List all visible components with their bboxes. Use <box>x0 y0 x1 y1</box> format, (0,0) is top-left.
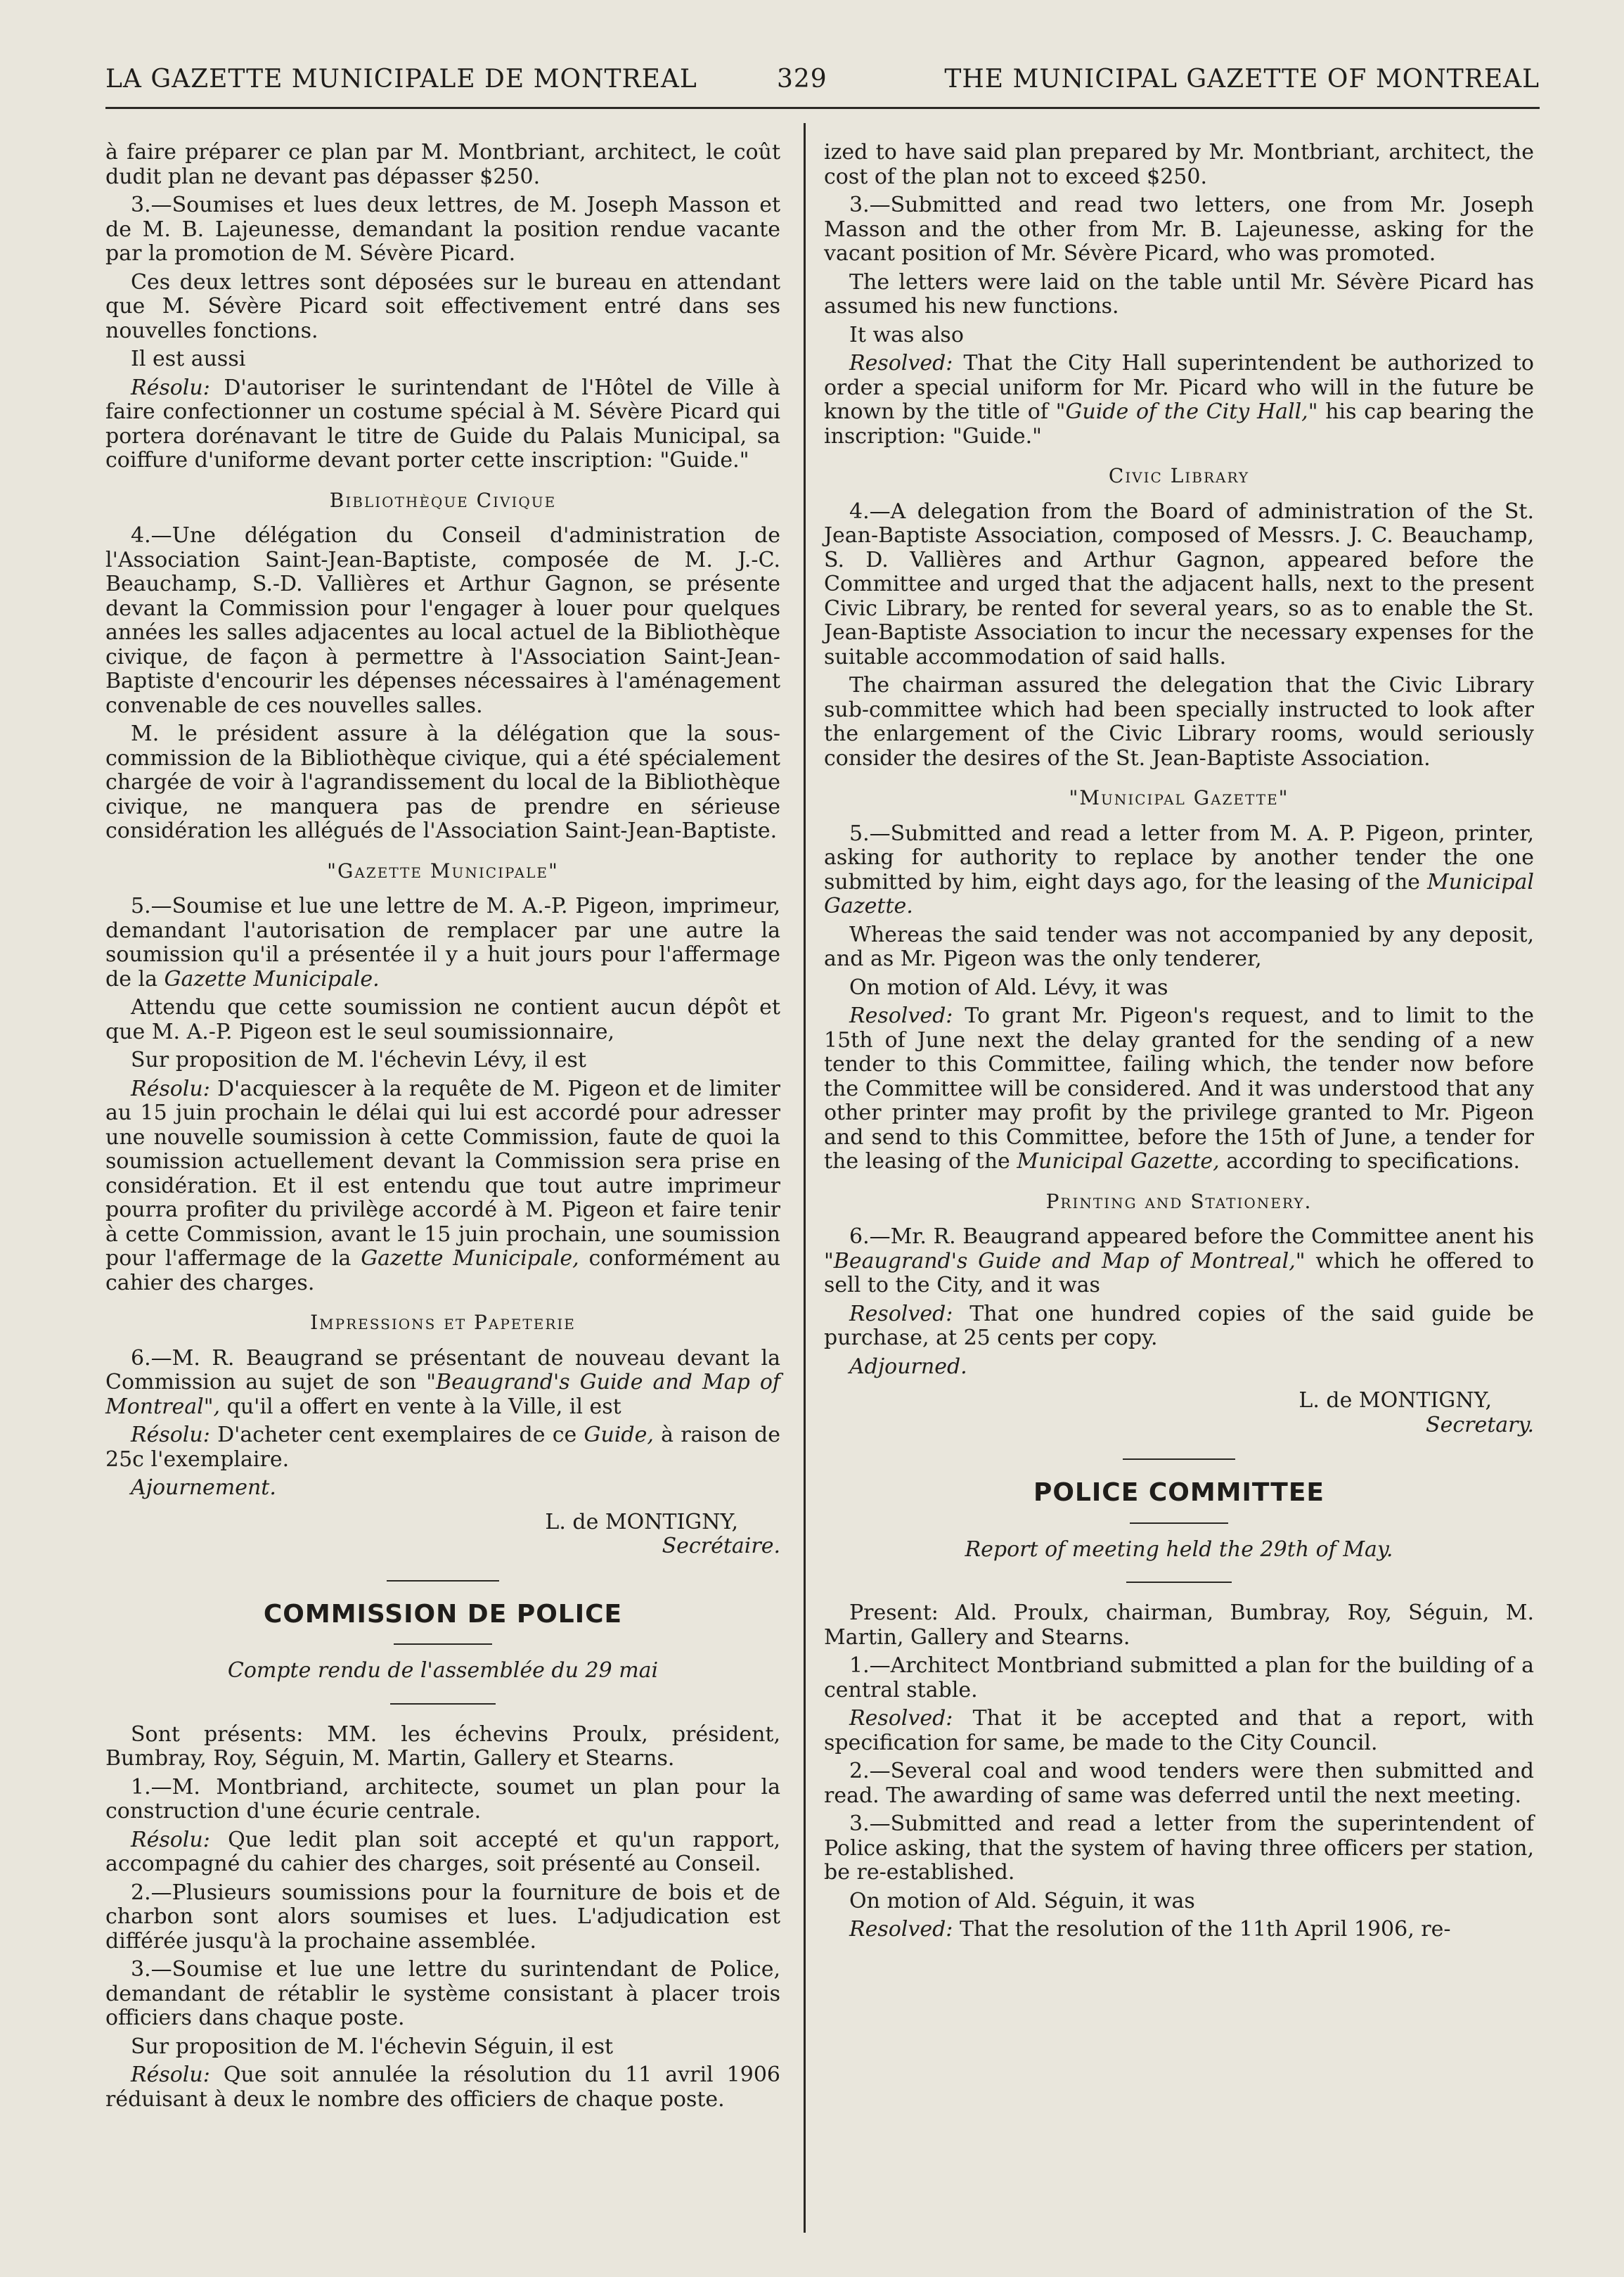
header-rule <box>105 107 1540 109</box>
italic-run: "Beaugrand's Guide and Map of Montreal", <box>105 1370 780 1419</box>
section-separator <box>1123 1458 1235 1460</box>
paragraph: The letters were laid on the table until Mr. Sévère Picard has assumed his new functions. <box>824 269 1534 319</box>
section-heading: Impressions et Papeterie <box>310 1311 576 1334</box>
paragraph: 4.—A delegation from the Board of administration of the St. Jean-Baptiste Association, composed of Messrs. J. C. Beauchamp, S. D. Vallières and Arthur Gagnon, appeared before the Committee and urged that the adjacent halls, next to the present Civic Library, be rented for several years, so as to enable the St. Jean-Baptiste Association to incur the necessary expenses for the suitable accommodation of said halls. <box>824 499 1534 669</box>
paragraph: Sur proposition de M. l'échevin Lévy, il est <box>131 1048 586 1072</box>
subtitle-rule <box>390 1703 496 1705</box>
text-run: qu'il a offert en vente à la Ville, il est <box>220 1394 621 1419</box>
italic-run: Municipal Gazette, <box>1017 1149 1220 1174</box>
signature-block <box>105 1510 780 1559</box>
header-english-title: THE MUNICIPAL GAZETTE OF MONTREAL <box>944 65 1540 94</box>
paragraph: It was also <box>849 322 964 347</box>
paragraph: 1.—Architect Montbriand submitted a plan for the building of a central stable. <box>824 1653 1534 1702</box>
subtitle-rule <box>1126 1582 1232 1583</box>
resolution-label: Resolved: <box>849 1003 953 1028</box>
resolution-paragraph <box>105 376 780 473</box>
section-heading: Printing and Stationery. <box>1045 1189 1313 1213</box>
text-run: 5.—Submitted and read a letter from M. A. P. Pigeon, printer, asking for authority to replace by another tender the one submitted by him, eight days ago, for the leasing of the <box>824 821 1534 894</box>
title-rule <box>394 1643 492 1645</box>
paragraph: 3.—Submitted and read two letters, one from Mr. Joseph Masson and the other from Mr. B. Lajeunesse, asking for the vacant position of Mr. Sévère Picard, who was promoted. <box>824 193 1534 266</box>
resolution-paragraph <box>824 1918 1534 1942</box>
paragraph: 3.—Soumise et lue une lettre du surintendant de Police, demandant de rétablir le système consistant à placer trois officiers dans chaque poste. <box>105 1957 780 2030</box>
resolution-text: Que ledit plan soit accepté et qu'un rapport, accompagné du cahier des charges, soit présenté au Conseil. <box>105 1827 780 1876</box>
resolution-label: Résolu: <box>131 1076 210 1101</box>
report-subtitle: Report of meeting held the 29th of May. <box>965 1537 1393 1562</box>
resolution-text: That it be accepted and that a report, with specification for same, be made to the City Council. <box>824 1706 1534 1755</box>
paragraph: On motion of Ald. Lévy, it was <box>849 975 1168 1000</box>
text-run: That the City Hall superintendent be authorized to order a special uniform for Mr. Picard who will in the future be known by the title of <box>824 351 1534 424</box>
title-rule <box>1130 1522 1228 1524</box>
paragraph: Present: Ald. Proulx, chairman, Bumbray, Roy, Séguin, M. Martin, Gallery and Stearns. <box>824 1601 1534 1650</box>
text-run: To grant Mr. Pigeon's request, and to limit to the 15th of June next the delay granted for the sending of a new tender to this Committee, failing which, the tender now before the Committee will be considered. And it was understood that any other printer may profit by the privilege granted to Mr. Pigeon and send to this Committee, before the 15th of June, a tender for the leasing of the <box>824 1003 1534 1174</box>
report-subtitle: Compte rendu de l'assemblée du 29 mai <box>227 1658 659 1683</box>
paragraph <box>105 1347 780 1420</box>
paragraph: 1.—M. Montbriand, architecte, soumet un plan pour la construction d'une écurie centrale. <box>105 1774 780 1823</box>
paragraph: Attendu que cette soumission ne contient aucun dépôt et que M. A.-P. Pigeon est le seul soumissionnaire, <box>105 995 780 1044</box>
column-divider <box>804 123 806 2233</box>
section-title: POLICE COMMITTEE <box>1033 1478 1325 1507</box>
text-run: according to specifications. <box>1219 1149 1521 1174</box>
resolution-text: D'autoriser le surintendant de l'Hôtel de Ville à faire confectionner un costume spécial à M. Sévère Picard qui portera dorénavant le titre de Guide du Palais Municipal, sa coiffure d'uniforme devant porter cette inscription: "Guide." <box>105 375 780 473</box>
paragraph: Ces deux lettres sont déposées sur le bureau en attendant que M. Sévère Picard soit effectivement entré dans ses nouvelles fonctions. <box>105 269 780 343</box>
resolution-paragraph <box>105 1077 780 1296</box>
signature-block <box>824 1389 1534 1437</box>
resolution-text: Que soit annulée la résolution du 11 avril 1906 réduisant à deux le nombre des officiers de chaque poste. <box>105 2063 780 2112</box>
paragraph: Sur proposition de M. l'échevin Séguin, il est <box>131 2034 614 2059</box>
signature-role: Secrétaire. <box>662 1534 780 1558</box>
page-number: 329 <box>777 65 827 94</box>
text-run: 6.—M. R. Beaugrand se présentant de nouveau devant la Commission au sujet de son <box>105 1345 780 1394</box>
paragraph: à faire préparer ce plan par M. Montbriant, architect, le coût dudit plan ne devant pas dépasser $250. <box>105 140 780 189</box>
paragraph: On motion of Ald. Séguin, it was <box>849 1888 1195 1913</box>
english-column <box>824 141 1534 1942</box>
resolution-label: Resolved: <box>849 1706 953 1731</box>
header-french-title: LA GAZETTE MUNICIPALE DE MONTREAL <box>105 65 697 94</box>
italic-run: Gazette Municipale. <box>164 966 380 992</box>
resolution-paragraph <box>105 1828 780 1877</box>
resolution-label: Resolved: <box>849 1301 953 1326</box>
section-separator <box>387 1580 499 1582</box>
paragraph: 2.—Plusieurs soumissions pour la fourniture de bois et de charbon sont alors soumises et lues. L'adjudication est différée jusqu'à la prochaine assemblée. <box>105 1880 780 1954</box>
resolution-label: Resolved: <box>849 1917 953 1942</box>
paragraph: Sont présents: MM. les échevins Proulx, président, Bumbray, Roy, Séguin, M. Martin, Gallery et Stearns. <box>105 1721 780 1771</box>
section-heading: Bibliothèque Civique <box>329 488 557 512</box>
resolution-text: That one hundred copies of the said guide be purchase, at 25 cents per copy. <box>824 1301 1534 1350</box>
section-heading: "Municipal Gazette" <box>1069 786 1289 809</box>
text-run: conformément au cahier des charges. <box>105 1246 781 1295</box>
resolution-paragraph <box>824 1004 1534 1174</box>
adjournment: Adjourned. <box>849 1354 967 1379</box>
italic-run: Guide, <box>584 1423 654 1447</box>
section-heading: "Gazette Municipale" <box>327 859 559 883</box>
resolution-text: That the resolution of the 11th April 1906, re- <box>953 1917 1451 1942</box>
text-run: à raison de 25c l'exemplaire. <box>105 1423 780 1472</box>
paragraph: 2.—Several coal and wood tenders were then submitted and read. The awarding of same was deferred until the next meeting. <box>824 1759 1534 1808</box>
resolution-paragraph <box>824 1707 1534 1755</box>
text-run: D'acquiescer à la requête de M. Pigeon et de limiter au 15 juin prochain le délai qui lui est accordé pour adresser une nouvelle soumission à cette Commission, faute de quoi la soumission actuellement devant la Commission sera prise en considération. Et il est entendu que tout autre imprimeur pourra profiter du privilège accordé à M. Pigeon et faire tenir à cette Commission, avant le 15 juin prochain, une soumission pour l'affermage de la <box>105 1076 780 1271</box>
text-run: which he offered to sell to the City, and it was <box>824 1248 1535 1297</box>
italic-run: "Guide of the City Hall," <box>1055 399 1318 424</box>
resolution-paragraph <box>824 1302 1534 1351</box>
paragraph: ized to have said plan prepared by Mr. Montbriant, architect, the cost of the plan not to exceed $250. <box>824 140 1534 189</box>
paragraph: Il est aussi <box>131 347 246 371</box>
resolution-label: Résolu: <box>131 2063 210 2087</box>
adjournment: Ajournement. <box>131 1475 276 1500</box>
paragraph: 3.—Submitted and read a letter from the superintendent of Police asking, that the system of having three officers per station, be re-established. <box>824 1811 1534 1885</box>
signature-name: L. de MONTIGNY, <box>1298 1388 1492 1413</box>
paragraph <box>824 822 1534 919</box>
italic-run: Gazette Municipale, <box>361 1246 579 1271</box>
section-title: COMMISSION DE POLICE <box>263 1599 623 1629</box>
text-run: 6.—Mr. R. Beaugrand appeared before the Committee anent his <box>849 1224 1534 1249</box>
french-column <box>105 141 780 2112</box>
paragraph: 4.—Une délégation du Conseil d'administration de l'Association Saint-Jean-Baptiste, composée de M. J.-C. Beauchamp, S.-D. Vallières et Arthur Gagnon, se présente devant la Commission pour l'engager à louer pour quelques années les salles adjacentes au local actuel de la Bibliothèque civique, de façon à permettre à l'Association Saint-Jean-Baptiste d'encourir les dépenses nécessaires à l'aménagement convenable de ces nouvelles salles. <box>105 523 780 718</box>
resolution-paragraph <box>824 352 1534 449</box>
running-header <box>105 65 1540 107</box>
signature-role: Secretary. <box>1426 1412 1534 1437</box>
text-run: 5.—Soumise et lue une lettre de M. A.-P. Pigeon, imprimeur, demandant l'autorisation de remplacer par une autre la soumission qu'il a présentée il y a huit jours pour l'affermage de la <box>105 894 780 992</box>
resolution-label: Résolu: <box>131 1827 210 1852</box>
resolution-label: Résolu: <box>131 1423 210 1447</box>
text-run: his cap bearing the inscription: "Guide." <box>824 399 1535 449</box>
paragraph: Whereas the said tender was not accompanied by any deposit, and as Mr. Pigeon was the only tenderer, <box>824 922 1534 971</box>
italic-run: "Beaugrand's Guide and Map of Montreal," <box>824 1248 1306 1274</box>
paragraph <box>824 1225 1534 1298</box>
text-run: D'acheter cent exemplaires de ce <box>217 1423 584 1447</box>
resolution-paragraph <box>105 1423 780 1472</box>
italic-run: Municipal Gazette. <box>824 869 1534 918</box>
paragraph: The chairman assured the delegation that the Civic Library sub-committee which had been specially instructed to look after the enlargement of the Civic Library rooms, would seriously consider the desires of the St. Jean-Baptiste Association. <box>824 673 1534 771</box>
paragraph: M. le président assure à la délégation que la sous-commission de la Bibliothèque civique, qui a été spécialement chargée de voir à l'agrandissement du local de la Bibliothèque civique, ne manquera pas de prendre en sérieuse considération les allégués de l'Association Saint-Jean-Baptiste. <box>105 721 780 843</box>
paragraph: 3.—Soumises et lues deux lettres, de M. Joseph Masson et de M. B. Lajeunesse, demandant la position rendue vacante par la promotion de M. Sévère Picard. <box>105 193 780 266</box>
paragraph <box>105 894 780 992</box>
signature-name: L. de MONTIGNY, <box>545 1509 738 1534</box>
resolution-paragraph <box>105 2063 780 2112</box>
resolution-label: Resolved: <box>849 351 953 376</box>
section-heading: Civic Library <box>1108 464 1250 487</box>
resolution-label: Résolu: <box>131 375 210 400</box>
